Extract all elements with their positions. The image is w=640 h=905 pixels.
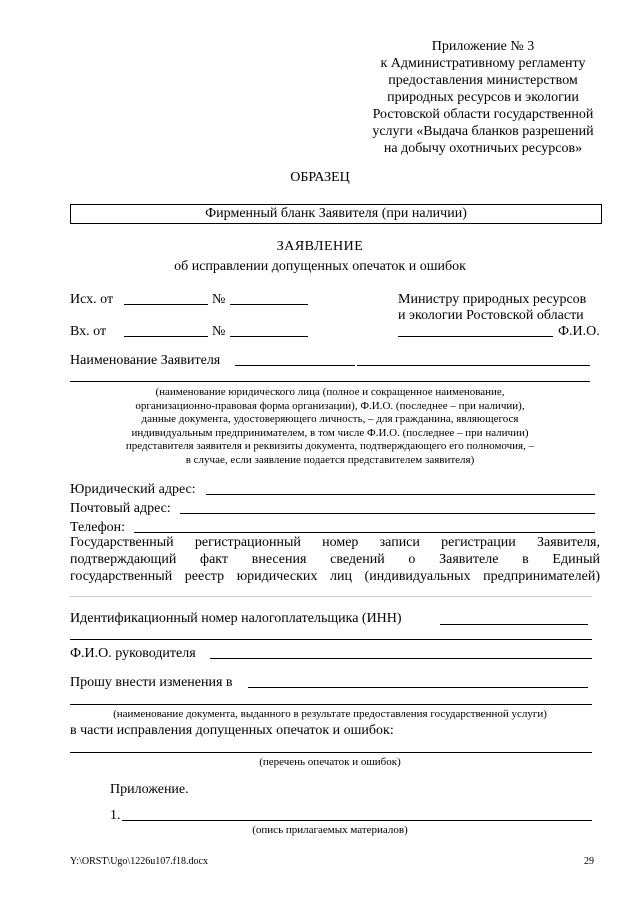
- sample-label: ОБРАЗЕЦ: [290, 170, 350, 185]
- applicant-name-field[interactable]: [235, 365, 355, 366]
- appendix-line: природных ресурсов и экологии: [387, 90, 579, 105]
- appendix-line: Ростовской области государственной: [372, 107, 594, 122]
- inn-extra-line[interactable]: [70, 639, 592, 640]
- legal-address-field[interactable]: [206, 494, 595, 495]
- outgoing-label: Исх. от: [70, 292, 114, 307]
- document-title: ЗАЯВЛЕНИЕ: [276, 239, 364, 254]
- postal-address-label: Почтовый адрес:: [70, 501, 171, 516]
- corrections-field[interactable]: [70, 752, 592, 753]
- applicant-label: Наименование Заявителя: [70, 353, 221, 368]
- letterhead-box: Фирменный бланк Заявителя (при наличии): [70, 204, 602, 224]
- incoming-label: Вх. от: [70, 324, 107, 339]
- hint-line: представителя заявителя и реквизиты документа, подтверждающего его полномочия, –: [125, 440, 535, 452]
- corrections-hint: (перечень опечаток и ошибок): [259, 756, 401, 768]
- request-label: Прошу внести изменения в: [70, 675, 233, 690]
- attachment-label: Приложение.: [110, 782, 189, 797]
- registration-paragraph: [70, 534, 600, 585]
- request-hint: (наименование документа, выданного в результате предоставления государственной услуги): [113, 708, 547, 720]
- registration-number-field[interactable]: [70, 596, 592, 597]
- postal-address-field[interactable]: [180, 513, 595, 514]
- applicant-name-field[interactable]: [357, 365, 590, 366]
- addressee-line: и экологии Ростовской области: [398, 308, 584, 323]
- hint-line: (наименование юридического лица (полное и сокращенное наименование,: [155, 386, 505, 398]
- director-field[interactable]: [210, 658, 592, 659]
- addressee-fio-field[interactable]: [398, 336, 553, 337]
- appendix-header: [330, 38, 636, 157]
- incoming-date-field[interactable]: [124, 336, 208, 337]
- applicant-name-field[interactable]: [70, 381, 590, 382]
- hint-line: организационно-правовая форма организации), Ф.И.О. (последнее – при наличии),: [135, 399, 525, 412]
- inn-label: Идентификационный номер налогоплательщика (ИНН): [70, 611, 402, 626]
- director-label: Ф.И.О. руководителя: [70, 646, 196, 661]
- addressee-line: Министру природных ресурсов: [398, 292, 587, 307]
- hint-line: индивидуальным предпринимателем, в том числе Ф.И.О. (последнее – при наличии): [131, 426, 529, 439]
- request-document-field[interactable]: [248, 687, 588, 688]
- appendix-line: к Административному регламенту: [380, 56, 586, 71]
- footer-page-number: 29: [584, 856, 594, 867]
- footer-file-path: Y:\ORST\Ugo\1226u107.f18.docx: [70, 856, 208, 867]
- phone-field[interactable]: [134, 532, 595, 533]
- addressee-fio-label: Ф.И.О.: [558, 324, 600, 339]
- attachment-hint: (опись прилагаемых материалов): [252, 824, 408, 836]
- document-subtitle: об исправлении допущенных опечаток и ошибок: [174, 259, 466, 274]
- appendix-line: на добычу охотничьих ресурсов»: [383, 141, 583, 156]
- paragraph-line: Государственный регистрационный номер записи регистрации Заявителя,: [70, 535, 600, 550]
- attachment-item-field[interactable]: [122, 820, 592, 821]
- appendix-line: услуги «Выдача бланков разрешений: [372, 124, 594, 139]
- phone-label: Телефон:: [70, 520, 126, 535]
- hint-line: в случае, если заявление подается представителем заявителя): [185, 453, 475, 466]
- incoming-number-field[interactable]: [230, 336, 308, 337]
- appendix-line: Приложение № 3: [431, 39, 535, 54]
- hint-line: данные документа, удостоверяющего личность, – для гражданина, являющегося: [141, 413, 519, 425]
- paragraph-line: государственный реестр юридических лиц (индивидуальных предпринимателей): [70, 569, 600, 584]
- correction-label: в части исправления допущенных опечаток и ошибок:: [70, 723, 394, 738]
- legal-address-label: Юридический адрес:: [70, 482, 196, 497]
- applicant-hint: [60, 386, 600, 467]
- inn-field[interactable]: [440, 624, 588, 625]
- outgoing-number-sign: №: [212, 292, 226, 307]
- appendix-line: предоставления министерством: [388, 73, 578, 88]
- paragraph-line: подтверждающий факт внесения сведений о Заявителе в Единый: [70, 552, 600, 567]
- request-document-line[interactable]: [70, 704, 592, 705]
- attachment-item-number: 1.: [110, 808, 121, 823]
- incoming-number-sign: №: [212, 324, 226, 339]
- outgoing-number-field[interactable]: [230, 304, 308, 305]
- outgoing-date-field[interactable]: [124, 304, 208, 305]
